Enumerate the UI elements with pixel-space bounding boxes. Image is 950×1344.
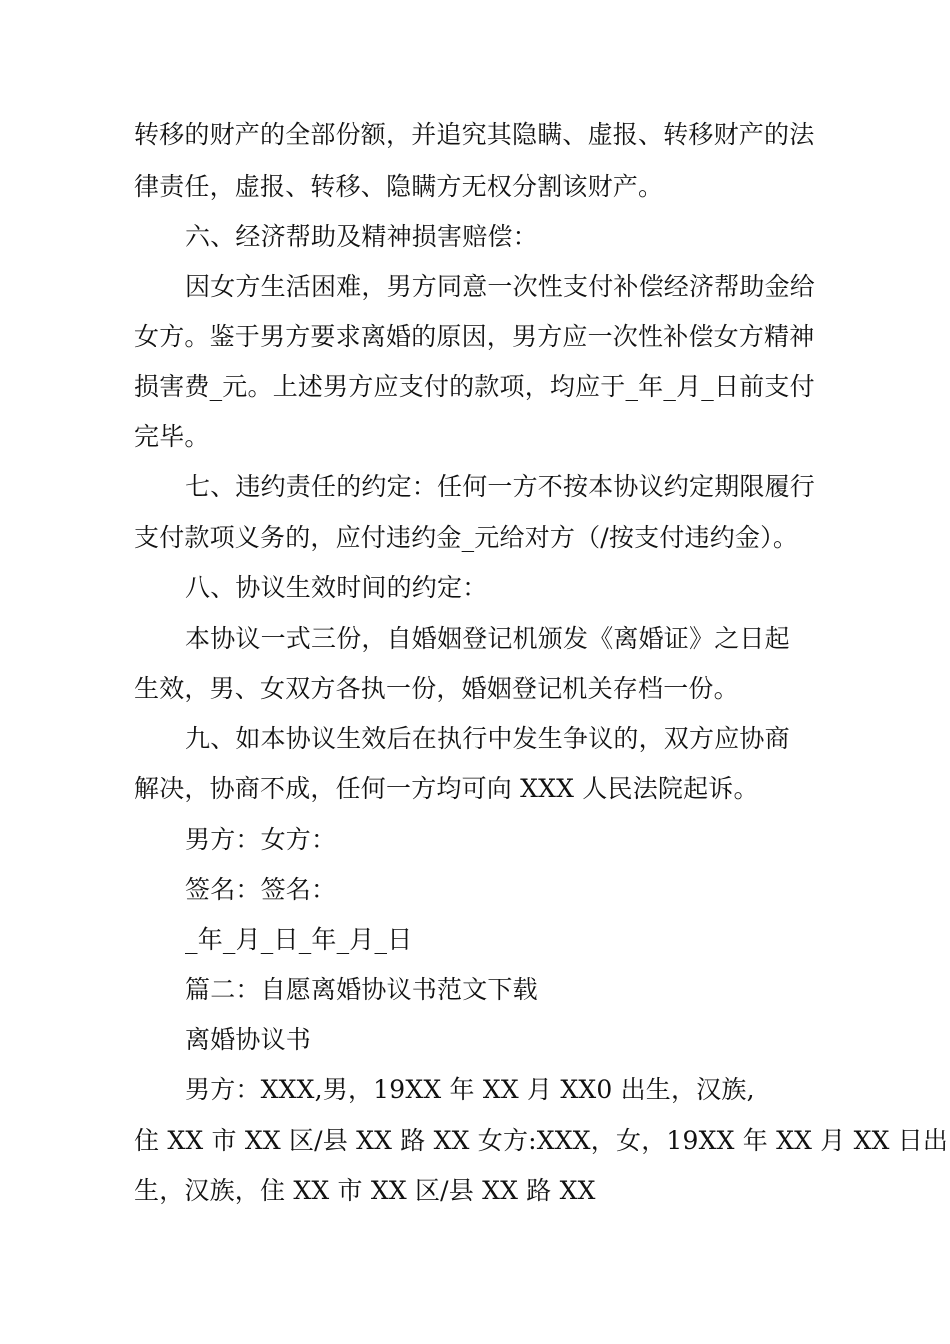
text-line: 生，汉族，住 XX 市 XX 区/县 XX 路 XX [134, 1176, 596, 1205]
date-line: _年_月_日_年_月_日 [185, 925, 413, 954]
text-line: 生效，男、女双方各执一份，婚姻登记机关存档一份。 [134, 674, 739, 703]
text-line: 转移的财产的全部份额，并追究其隐瞒、虚报、转移财产的法 [134, 120, 815, 149]
text-line: 女方。鉴于男方要求离婚的原因，男方应一次性补偿女方精神 [134, 322, 815, 351]
text-line: 支付款项义务的，应付违约金_元给对方（/按支付违约金）。 [134, 523, 799, 552]
text-line: 本协议一式三份，自婚姻登记机颁发《离婚证》之日起 [185, 624, 790, 653]
chapter-heading: 篇二：自愿离婚协议书范文下载 [185, 975, 538, 1004]
section-heading: 六、经济帮助及精神损害赔偿： [185, 222, 538, 251]
section-heading: 九、如本协议生效后在执行中发生争议的，双方应协商 [185, 724, 790, 753]
text-line: 损害费_元。上述男方应支付的款项，均应于_年_月_日前支付 [134, 372, 815, 401]
section-heading: 七、违约责任的约定：任何一方不按本协议约定期限履行 [185, 472, 816, 501]
document-title: 离婚协议书 [185, 1025, 312, 1054]
section-heading: 八、协议生效时间的约定： [185, 573, 488, 602]
text-line: 解决，协商不成，任何一方均可向 XXX 人民法院起诉。 [134, 774, 759, 803]
text-line: 因女方生活困难，男方同意一次性支付补偿经济帮助金给 [185, 272, 816, 301]
party-label-line: 男方：女方： [185, 825, 337, 854]
text-line: 住 XX 市 XX 区/县 XX 路 XX 女方:XXX，女，19XX 年 XX 月 XX 日出 [134, 1126, 949, 1155]
signature-line: 签名：签名： [185, 875, 337, 904]
text-line: 律责任，虚报、转移、隐瞒方无权分割该财产。 [134, 172, 664, 201]
text-line: 男方：XXX,男，19XX 年 XX 月 XX0 出生，汉族, [185, 1075, 755, 1104]
text-line: 完毕。 [134, 422, 210, 451]
